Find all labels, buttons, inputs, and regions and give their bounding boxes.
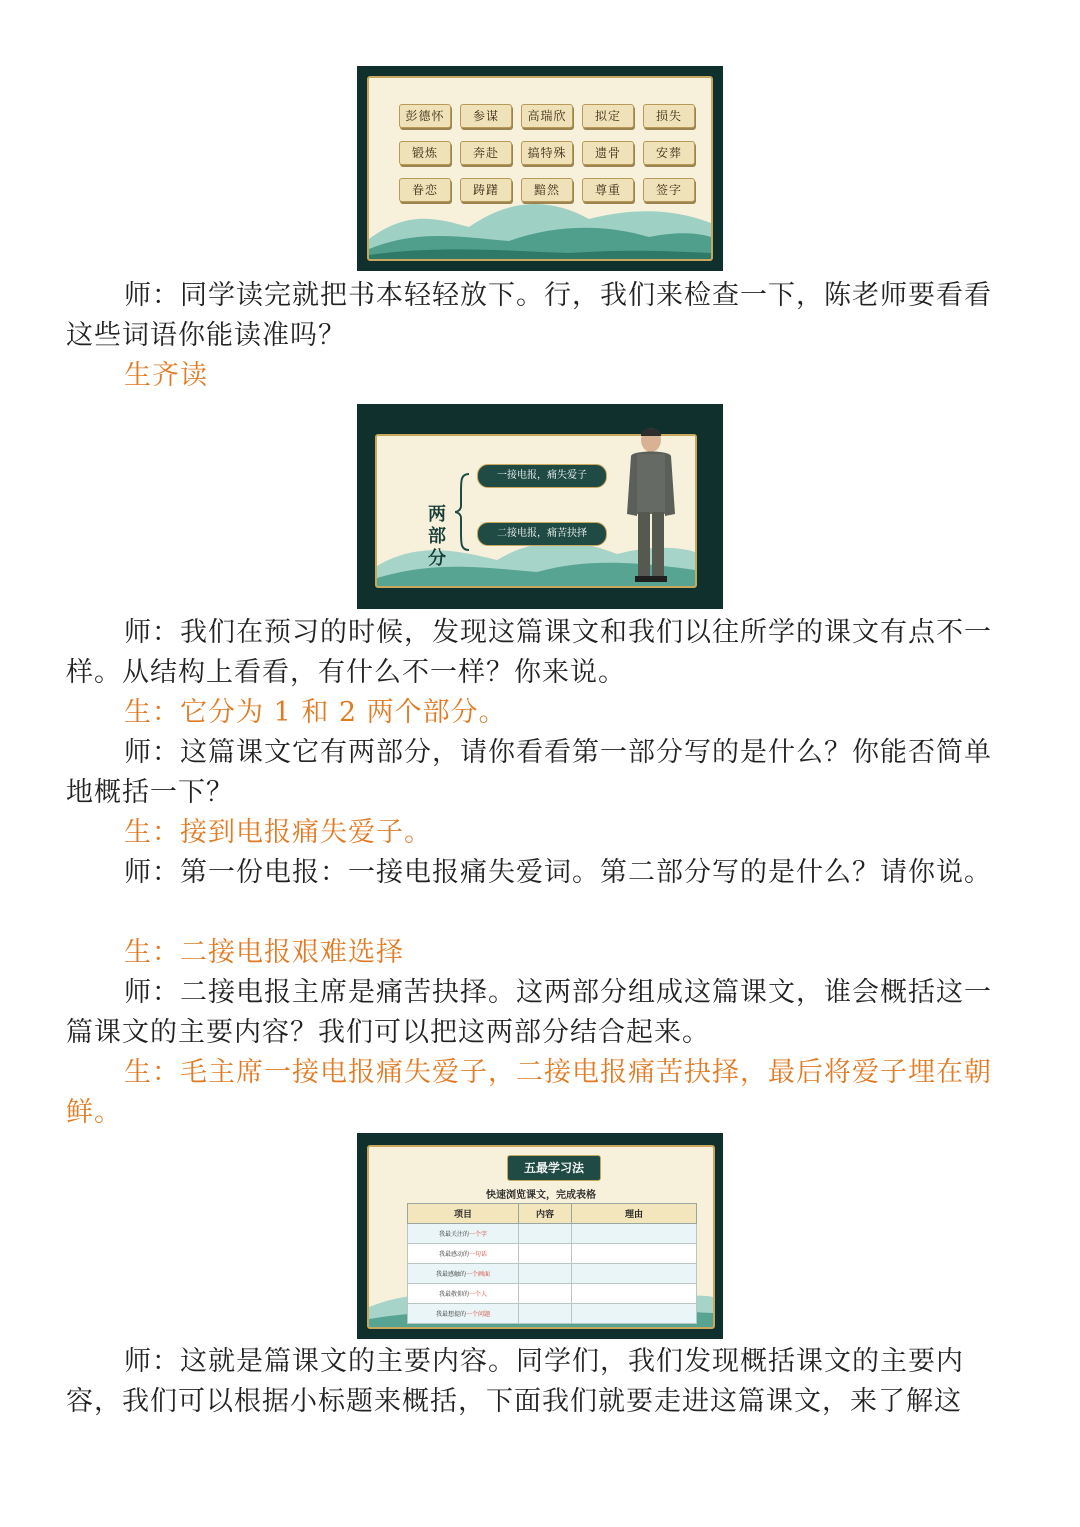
- presenter-figure: [619, 426, 683, 586]
- vocab-card: 安葬: [643, 141, 695, 165]
- vocab-card: 签字: [643, 178, 695, 202]
- vocab-card: 遗骨: [582, 141, 634, 165]
- student-line: 生：它分为 1 和 2 两个部分。: [124, 697, 507, 728]
- method-title: 五最学习法: [507, 1155, 601, 1181]
- table-cell: 我最感触的一个画面: [408, 1264, 519, 1284]
- teacher-line: 师：同学读完就把书本轻轻放下。行，我们来检查一下，陈老师要看看这些词语你能读准吗？: [66, 280, 992, 351]
- table-row: [408, 1244, 697, 1264]
- table-cell: [519, 1244, 572, 1264]
- student-line: 生齐读: [124, 360, 208, 391]
- table-cell: [572, 1284, 697, 1304]
- student-line: 生：接到电报痛失爱子。: [124, 817, 432, 848]
- vocab-card: 彭德怀: [399, 104, 451, 128]
- student-line: 生：毛主席一接电报痛失爱子，二接电报痛苦抉择，最后将爱子埋在朝鲜。: [66, 1057, 992, 1128]
- table-cell: [572, 1224, 697, 1244]
- student-line: 生：二接电报艰难选择: [124, 937, 404, 968]
- column-header: 理由: [572, 1204, 697, 1224]
- vocab-slide-panel: [367, 76, 713, 261]
- vocab-card: 尊重: [582, 178, 634, 202]
- vocab-card: 参谋: [460, 104, 512, 128]
- table-row: [408, 1304, 697, 1324]
- table-row: [408, 1284, 697, 1304]
- brace-icon: [453, 472, 471, 552]
- two-parts-slide-image: [357, 404, 723, 609]
- table-cell: [519, 1264, 572, 1284]
- column-header: 项目: [408, 1204, 519, 1224]
- vocab-card: 搞特殊: [521, 141, 573, 165]
- table-row: [408, 1264, 697, 1284]
- vocab-card: 锻炼: [399, 141, 451, 165]
- table-cell: [519, 1224, 572, 1244]
- five-most-panel: [367, 1145, 715, 1329]
- table-cell: [519, 1284, 572, 1304]
- teacher-line: 师：这篇课文它有两部分，请你看看第一部分写的是什么？你能否简单地概括一下？: [66, 737, 992, 808]
- part-two-pill: 二接电报，痛苦抉择: [477, 522, 607, 546]
- teacher-line: 师：二接电报主席是痛苦抉择。这两部分组成这篇课文，谁会概括这一篇课文的主要内容？我们可以把这两部分结合起来。: [66, 977, 992, 1048]
- teacher-line: 师：我们在预习的时候，发现这篇课文和我们以往所学的课文有点不一样。从结构上看看，有什么不一样？你来说。: [66, 617, 992, 688]
- vocab-card: 高瑞欣: [521, 104, 573, 128]
- table-cell: [572, 1264, 697, 1284]
- table-cell: 我最敬仰的一个人: [408, 1284, 519, 1304]
- vocab-card: 眷恋: [399, 178, 451, 202]
- teacher-line: 师：第一份电报：一接电报痛失爱词。第二部分写的是什么？请你说。: [124, 857, 992, 888]
- vocab-card: 损失: [643, 104, 695, 128]
- table-cell: 我最关注的一个字: [408, 1224, 519, 1244]
- table-row: [408, 1224, 697, 1244]
- method-table: [407, 1203, 697, 1324]
- five-most-slide-image: [357, 1133, 723, 1339]
- table-cell: 我最想提的一个问题: [408, 1304, 519, 1324]
- vocab-card: 奔赴: [460, 141, 512, 165]
- table-cell: [519, 1304, 572, 1324]
- column-header: 内容: [519, 1204, 572, 1224]
- vocab-card: 踌躇: [460, 178, 512, 202]
- two-parts-title: 两部分: [428, 504, 446, 569]
- vocab-card: 拟定: [582, 104, 634, 128]
- table-cell: 我最感动的一句话: [408, 1244, 519, 1264]
- method-subtitle: 快速浏览课文，完成表格: [486, 1190, 596, 1201]
- table-cell: [572, 1304, 697, 1324]
- vocab-card: 黯然: [521, 178, 573, 202]
- part-one-pill: 一接电报，痛失爱子: [477, 464, 607, 488]
- table-header-row: [408, 1204, 697, 1224]
- vocab-grid: [399, 104, 699, 202]
- teacher-line: 师：这就是篇课文的主要内容。同学们，我们发现概括课文的主要内容，我们可以根据小标题来概括，下面我们就要走进这篇课文，来了解这: [66, 1346, 964, 1417]
- table-cell: [572, 1244, 697, 1264]
- vocab-slide-image: [357, 66, 723, 271]
